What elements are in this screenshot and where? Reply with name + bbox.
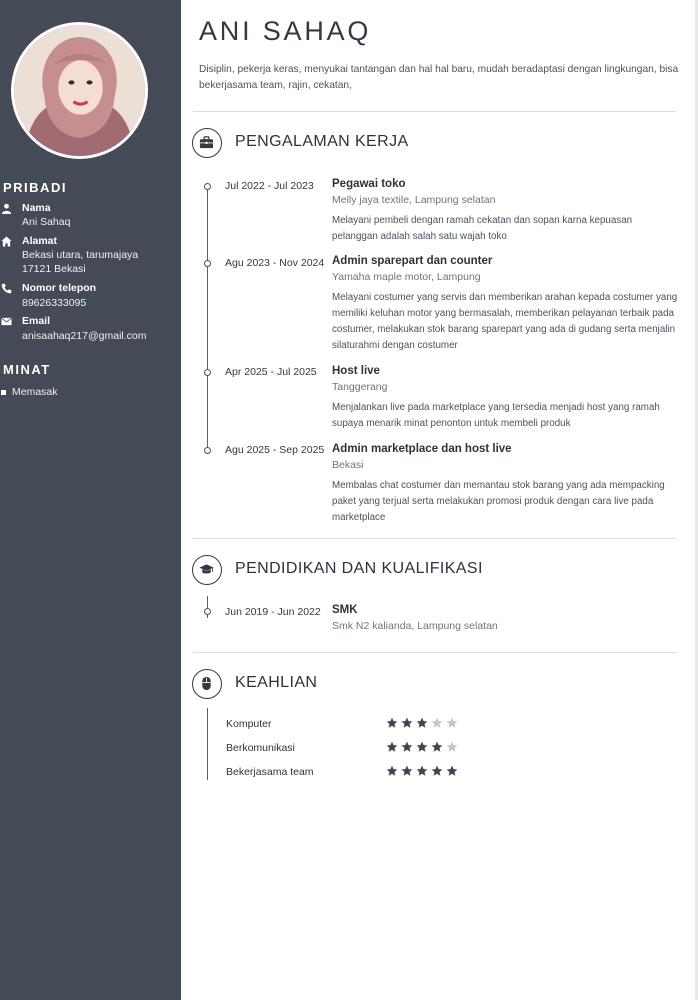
experience-description: Membalas chat costumer dan memantau stok barang yang ada mempacking paket yang terjual serta melakukan promosi produk dengan cara live pada marketplace bbox=[332, 480, 665, 523]
experience-role: Host live bbox=[332, 365, 380, 377]
mouse-icon bbox=[199, 676, 214, 691]
star-filled-icon bbox=[431, 741, 443, 753]
education-school: SMK bbox=[332, 604, 358, 616]
field-value: Ani Sahaq bbox=[22, 216, 71, 228]
profile-photo bbox=[11, 22, 148, 159]
experience-date: Agu 2025 - Sep 2025 bbox=[225, 444, 325, 456]
star-filled-icon bbox=[416, 717, 428, 729]
personal-heading: PRIBADI bbox=[3, 180, 67, 195]
field-value: Bekasi utara, tarumajaya bbox=[22, 249, 139, 261]
main-content bbox=[181, 0, 695, 1000]
experience-title: PENGALAMAN KERJA bbox=[235, 133, 409, 150]
star-filled-icon bbox=[446, 765, 458, 777]
skills-line bbox=[207, 708, 208, 780]
experience-date: Agu 2023 - Nov 2024 bbox=[225, 257, 325, 269]
field-label: Nomor telepon bbox=[22, 282, 97, 294]
experience-company: Tanggerang bbox=[332, 381, 388, 393]
divider bbox=[193, 652, 676, 653]
experience-company: Bekasi bbox=[332, 459, 364, 471]
education-place: Smk N2 kalianda, Lampung selatan bbox=[332, 620, 498, 632]
skill-name: Berkomunikasi bbox=[226, 742, 295, 754]
timeline-dot bbox=[204, 608, 211, 615]
experience-description: Melayani pembeli dengan ramah cekatan dan sopan karna kepuasan pelanggan adalah salah satu wajah toko bbox=[332, 215, 633, 242]
timeline-dot bbox=[204, 369, 211, 376]
education-title: PENDIDIKAN DAN KUALIFIKASI bbox=[235, 560, 483, 577]
star-empty-icon bbox=[446, 717, 458, 729]
interests-heading: MINAT bbox=[3, 362, 51, 377]
star-empty-icon bbox=[431, 717, 443, 729]
experience-date: Jul 2022 - Jul 2023 bbox=[225, 180, 314, 192]
star-filled-icon bbox=[431, 765, 443, 777]
skills-title: KEAHLIAN bbox=[235, 674, 318, 691]
experience-date: Apr 2025 - Jul 2025 bbox=[225, 366, 317, 378]
star-filled-icon bbox=[401, 741, 413, 753]
field-label: Alamat bbox=[22, 235, 58, 247]
experience-description: Menjalankan live pada marketplace yang tersedia menjadi host yang ramah supaya menarik minat penonton untuk membeli produk bbox=[332, 402, 660, 429]
timeline-line bbox=[207, 186, 208, 452]
field-value: anisaahaq217@gmail.com bbox=[22, 330, 147, 342]
mail-icon bbox=[1, 316, 12, 327]
field-value: 89626333095 bbox=[22, 297, 87, 309]
timeline-dot bbox=[204, 260, 211, 267]
field-value: 17121 Bekasi bbox=[22, 263, 86, 275]
sidebar bbox=[0, 0, 181, 1000]
home-icon bbox=[1, 236, 12, 247]
star-filled-icon bbox=[416, 765, 428, 777]
field-label: Email bbox=[22, 315, 51, 327]
star-filled-icon bbox=[386, 765, 398, 777]
star-filled-icon bbox=[401, 717, 413, 729]
person-icon bbox=[1, 203, 12, 214]
experience-company: Melly jaya textile, Lampung selatan bbox=[332, 194, 496, 206]
star-filled-icon bbox=[386, 741, 398, 753]
star-filled-icon bbox=[416, 741, 428, 753]
experience-role: Pegawai toko bbox=[332, 178, 406, 190]
experience-role: Admin sparepart dan counter bbox=[332, 255, 493, 267]
experience-role: Admin marketplace dan host live bbox=[332, 443, 512, 455]
education-date: Jun 2019 - Jun 2022 bbox=[225, 606, 321, 618]
graduation-cap-icon bbox=[199, 562, 214, 577]
skill-name: Bekerjasama team bbox=[226, 766, 314, 778]
experience-company: Yamaha maple motor, Lampung bbox=[332, 271, 481, 283]
skill-rating bbox=[386, 740, 461, 754]
interest-item: Memasak bbox=[1, 386, 58, 398]
field-label: Nama bbox=[22, 202, 51, 214]
profile-summary: Disiplin, pekerja keras, menyukai tantangan dan hal hal baru, mudah beradaptasi dengan lingkungan, bisa bekerjasama team, rajin, cekatan, bbox=[199, 64, 679, 91]
star-filled-icon bbox=[386, 717, 398, 729]
divider bbox=[193, 538, 676, 539]
timeline-dot bbox=[204, 447, 211, 454]
education-section-icon bbox=[192, 555, 222, 585]
phone-icon bbox=[1, 283, 12, 294]
skill-name: Komputer bbox=[226, 718, 272, 730]
experience-section-icon bbox=[192, 128, 222, 158]
page-title: ANI SAHAQ bbox=[199, 16, 372, 46]
timeline-dot bbox=[204, 183, 211, 190]
avatar bbox=[14, 25, 145, 156]
divider bbox=[193, 111, 676, 112]
star-filled-icon bbox=[401, 765, 413, 777]
skill-rating bbox=[386, 716, 461, 730]
star-empty-icon bbox=[446, 741, 458, 753]
briefcase-icon bbox=[199, 135, 214, 150]
skills-section-icon bbox=[192, 669, 222, 699]
skill-rating bbox=[386, 764, 461, 778]
experience-description: Melayani costumer yang servis dan memberikan arahan kepada costumer yang memiliki keluhan motor yang bermasalah, memberikan pelayanan terbaik pada costumer, melakukan stok barang sparepart yang ada di gudang serta menjalin silaturahmi dengan costumer bbox=[332, 292, 678, 351]
